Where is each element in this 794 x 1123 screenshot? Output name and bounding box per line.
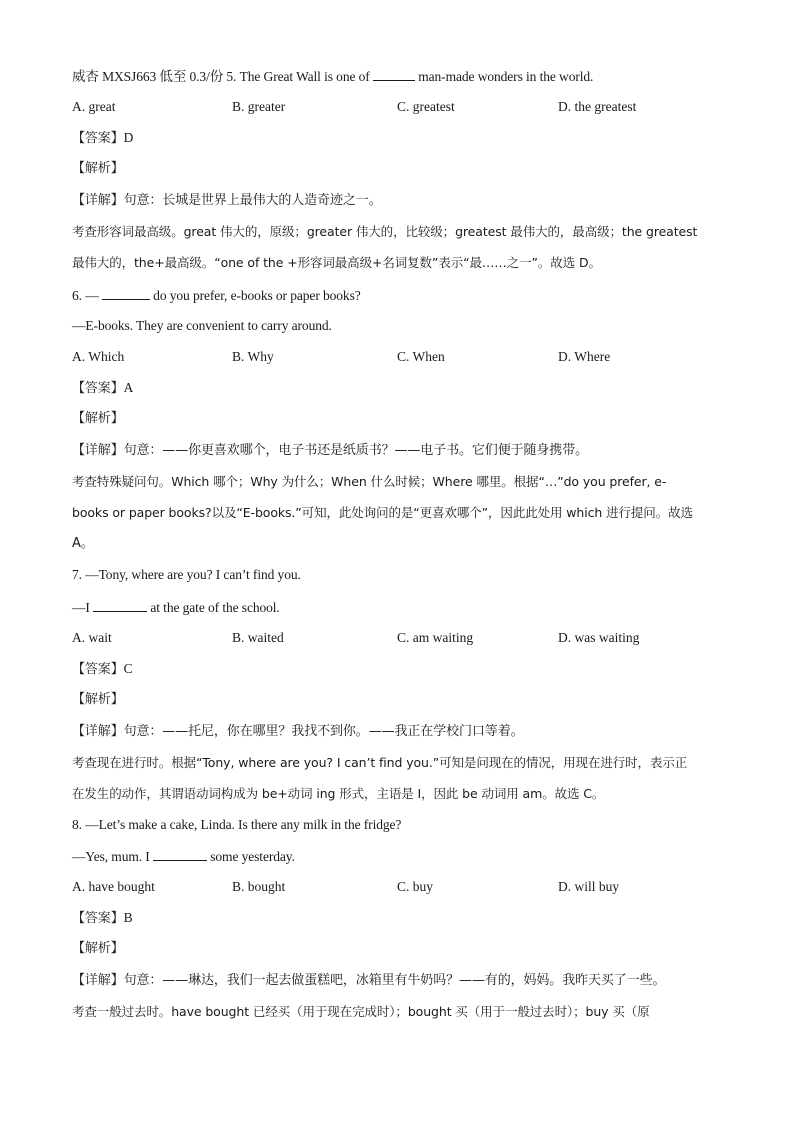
explanation-line: A。 (72, 536, 94, 551)
analysis-label: 【解析】 (72, 941, 124, 956)
option-b: B. waited (232, 630, 284, 645)
answer-value: B (123, 910, 133, 925)
question-5-stem-pre: 威杏 MXSJ663 低至 0.3/份 5. The Great Wall is one of (72, 69, 373, 84)
detail-translation: 【详解】句意：——琳达，我们一起去做蛋糕吧，冰箱里有牛奶吗？——有的，妈妈。我昨天买了一些。 (72, 973, 666, 988)
analysis-label: 【解析】 (72, 411, 124, 426)
answer-blank (93, 599, 147, 612)
question-7-reply (72, 599, 280, 616)
option-c: C. am waiting (397, 630, 474, 645)
option-a: A. wait (72, 630, 112, 645)
answer-blank (373, 68, 415, 81)
explanation-line: 考查现在进行时。根据“Tony, where are you? I can’t find you.”可知是问现在的情况，用现在进行时，表示正 (72, 755, 688, 770)
option-a: A. great (72, 99, 116, 114)
question-6-stem-post: do you prefer, e-books or paper books? (149, 288, 361, 303)
option-c: C. buy (397, 879, 434, 894)
analysis-label: 【解析】 (72, 161, 124, 176)
detail-translation: 【详解】句意：长城是世界上最伟大的人造奇迹之一。 (72, 193, 382, 208)
analysis-label: 【解析】 (72, 692, 124, 707)
question-8-reply (72, 848, 295, 865)
option-d: D. was waiting (558, 630, 640, 645)
explanation-line: 考查一般过去时。have bought 已经买（用于现在完成时）；bought 买（用于一般过去时）；buy 买（原 (72, 1004, 650, 1019)
answer-line (72, 661, 133, 678)
answer-label: 【答案】 (72, 662, 124, 677)
question-8-stem: 8. —Let’s make a cake, Linda. Is there any milk in the fridge? (72, 817, 402, 832)
option-b: B. greater (232, 99, 286, 114)
answer-line (72, 130, 133, 147)
explanation-line: books or paper books?以及“E-books.”可知，此处询问的是“更喜欢哪个”，因此此处用 which 进行提问。故选 (72, 505, 693, 520)
option-b: B. Why (232, 349, 274, 364)
answer-label: 【答案】 (72, 911, 124, 926)
explanation-line: 在发生的动作，其谓语动词构成为 be+动词 ing 形式，主语是 I，因此 be 动词用 am。故选 C。 (72, 786, 605, 801)
question-7-reply-post: at the gate of the school. (147, 600, 280, 615)
question-7-stem: 7. —Tony, where are you? I can’t find you. (72, 567, 301, 582)
option-c: C. greatest (397, 99, 455, 114)
option-a: A. Which (72, 349, 125, 364)
option-d: D. Where (558, 349, 611, 364)
detail-translation: 【详解】句意：——托尼，你在哪里？我找不到你。——我正在学校门口等着。 (72, 724, 524, 739)
option-d: D. will buy (558, 879, 620, 894)
question-5-stem (72, 68, 593, 85)
answer-blank (102, 287, 150, 300)
answer-blank (153, 848, 207, 861)
answer-value: D (123, 130, 134, 145)
explanation-line: 考查特殊疑问句。Which 哪个；Why 为什么；When 什么时候；Where 哪里。根据“…”do you prefer, e- (72, 474, 667, 489)
explanation-line: 最伟大的，the+最高级。“one of the +形容词最高级+名词复数”表示“最……之一”。故选 D。 (72, 255, 601, 270)
question-7-reply-pre: —I (72, 600, 94, 615)
answer-label: 【答案】 (72, 381, 124, 396)
option-c: C. When (397, 349, 445, 364)
answer-value: A (123, 380, 134, 395)
answer-line (72, 380, 133, 397)
explanation-line: 考查形容词最高级。great 伟大的，原级；greater 伟大的，比较级；greatest 最伟大的，最高级；the greatest (72, 224, 698, 239)
question-8-reply-post: some yesterday. (206, 849, 295, 864)
option-b: B. bought (232, 879, 286, 894)
option-d: D. the greatest (558, 99, 637, 114)
option-a: A. have bought (72, 879, 155, 894)
detail-translation: 【详解】句意：——你更喜欢哪个，电子书还是纸质书？——电子书。它们便于随身携带。 (72, 443, 589, 458)
question-5-stem-post: man-made wonders in the world. (414, 69, 594, 84)
question-6-stem-pre: 6. — (72, 288, 102, 303)
question-6-stem (72, 287, 361, 304)
answer-value: C (123, 661, 133, 676)
question-6-reply: —E-books. They are convenient to carry around. (72, 318, 332, 333)
question-8-reply-pre: —Yes, mum. I (72, 849, 153, 864)
answer-label: 【答案】 (72, 131, 124, 146)
answer-line (72, 910, 133, 927)
